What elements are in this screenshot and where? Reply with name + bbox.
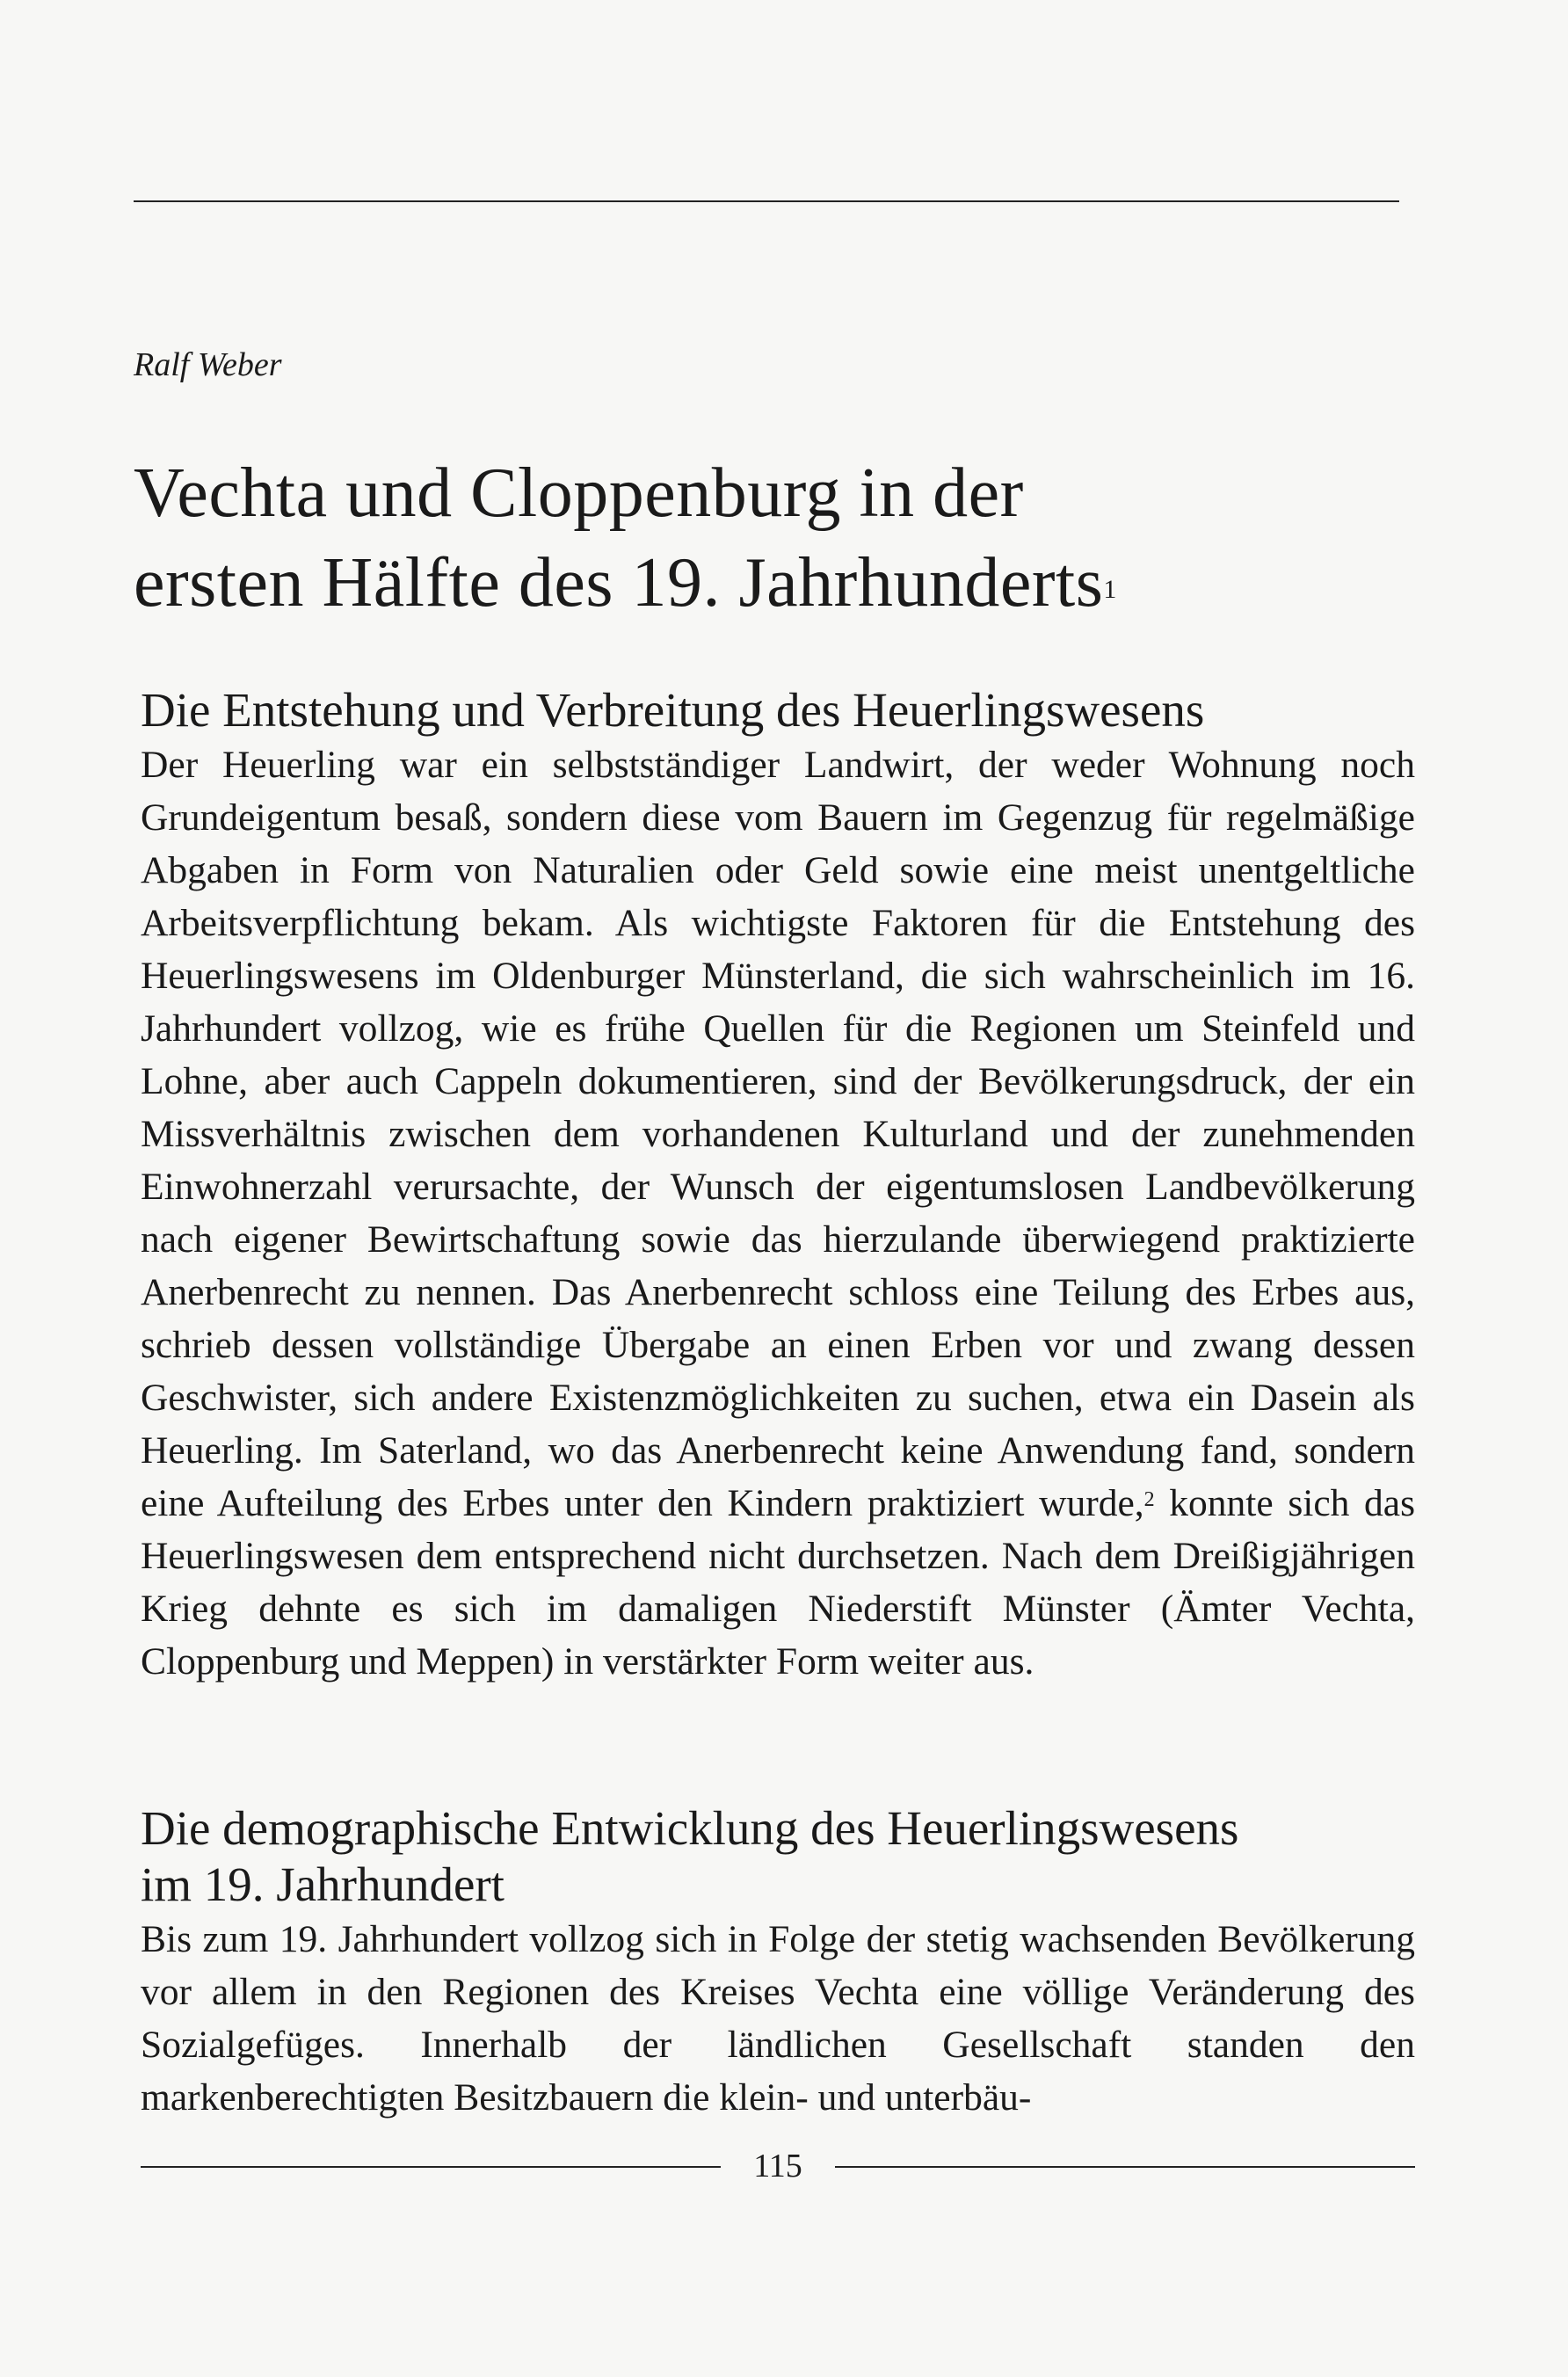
section-paragraph [141,738,1415,1688]
page-footer [141,2140,1415,2192]
title-footnote-ref[interactable]: 1 [1103,575,1117,604]
section-heuerlingswesen-origin [141,682,1415,1688]
footer-rule-left [141,2166,721,2168]
section-heading-line-1: Die demographische Entwicklung des Heuerlingswesens [141,1801,1239,1855]
section-paragraph: Bis zum 19. Jahrhundert vollzog sich in Folge der stetig wachsenden Bevölkerung vor allem in den Regionen des Kreises Vechta eine völlige Veränderung des Sozialgefüges. Innerhalb der ländlichen Gesellschaft standen den markenberechtigten Besitzbauern die klein- und unterbäu- [141,1918,1415,2119]
author-name: Ralf Weber [134,346,282,383]
footnote-ref[interactable]: 2 [1143,1488,1155,1511]
title-line-2: ersten Hälfte des 19. Jahrhunderts [134,544,1104,622]
paragraph-text: Der Heuerling war ein selbstständiger Landwirt, der weder Wohnung noch Grundeigentum besaß, sondern diese vom Bauern im Gegenzug für regelmäßige Abgaben in Form von Naturalien oder Geld sowie eine meist unentgeltliche Arbeitsverpflichtung bekam. Als wichtigste Faktoren für die Entstehung des Heuerlingswesens im Oldenburger Münsterland, die sich wahrscheinlich im 16. Jahrhundert vollzog, wie es frühe Quellen für die Regionen um Steinfeld und Lohne, aber auch Cappeln dokumentieren, sind der Bevölkerungsdruck, der ein Missverhältnis zwischen dem vorhandenen Kulturland und der zunehmenden Einwohnerzahl verursachte, der Wunsch der eigentumslosen Landbevölkerung nach eigener Bewirtschaftung sowie das hierzulande überwiegend praktizierte Anerbenrecht zu nennen. Das Anerbenrecht schloss eine Teilung des Erbes aus, schrieb dessen vollständige Übergabe an einen Erben vor und zwang dessen Geschwister, sich andere Existenzmöglichkeiten zu suchen, etwa ein Dasein als Heuerling. Im Saterland, wo das Anerbenrecht keine Anwendung fand, sondern eine Aufteilung des Erbes unter den Kindern praktiziert wurde, [141,744,1415,1524]
section-demographic-development [141,1800,1415,2124]
article-title [134,448,1417,628]
section-heading-line-2: im 19. Jahrhundert [141,1857,505,1911]
title-line-1: Vechta und Cloppenburg in der [134,454,1024,532]
paragraph-text: konnte sich das Heuerlingswesen dem entsprechend nicht durchsetzen. Nach dem Dreißigjährigen Krieg dehnte es sich im damaligen Niederstift Münster (Ämter Vechta, Cloppenburg und Meppen) in verstärkter Form weiter aus. [141,1482,1416,1683]
header-rule [134,200,1399,202]
section-heading [141,1800,1415,1913]
section-heading: Die Entstehung und Verbreitung des Heuerlingswesens [141,683,1205,737]
footer-rule-right [835,2166,1415,2168]
page-number: 115 [753,2148,802,2184]
